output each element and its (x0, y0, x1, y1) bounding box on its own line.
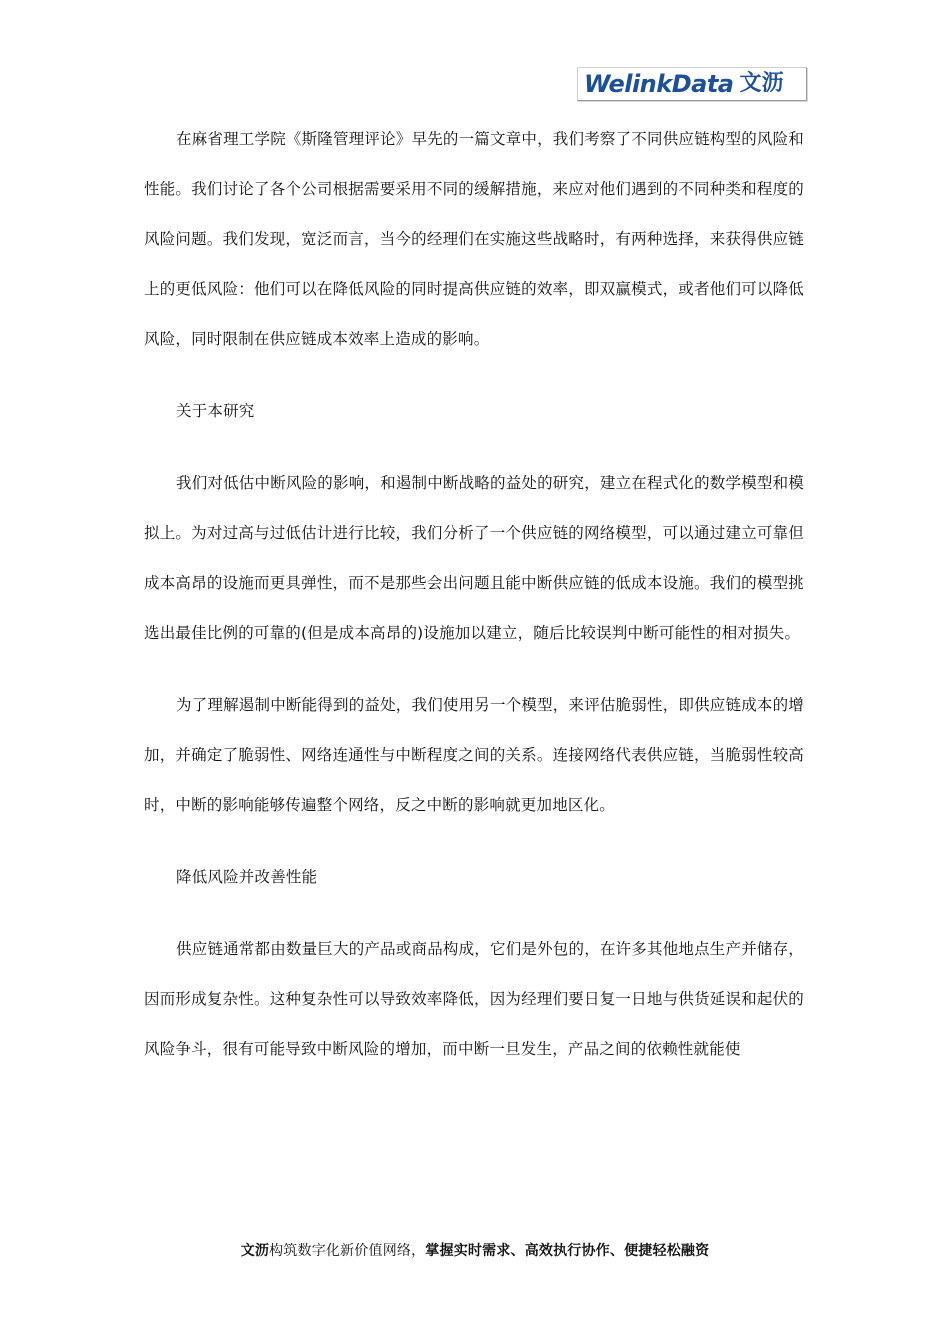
logo-cn-text: 文沥 (739, 71, 784, 96)
paragraph-vulnerability: 为了理解遏制中断能得到的益处，我们使用另一个模型，来评估脆弱性，即供应链成本的增加，并确定了脆弱性、网络连通性与中断程度之间的关系。连接网络代表供应链，当脆弱性较高时，中断的影响能够传遍整个网络，反之中断的影响就更加地区化。 (144, 696, 805, 814)
article-body (144, 114, 804, 1074)
paragraph-study-model: 我们对低估中断风险的影响，和遏制中断战略的益处的研究，建立在程式化的数学模型和模拟上。为对过高与过低估计进行比较，我们分析了一个供应链的网络模型，可以通过建立可靠但成本高昂的设施而更具弹性，而不是那些会出问题且能中断供应链的低成本设施。我们的模型挑选出最佳比例的可靠的(但是成本高昂的)设施加以建立，随后比较误判中断可能性的相对损失。 (144, 474, 805, 642)
section-heading-reduce-risk: 降低风险并改善性能 (176, 868, 318, 886)
paragraph-intro: 在麻省理工学院《斯隆管理评论》早先的一篇文章中，我们考察了不同供应链构型的风险和性能。我们讨论了各个公司根据需要采用不同的缓解措施，来应对他们遇到的不同种类和程度的风险问题。我们发现，宽泛而言，当今的经理们在实施这些战略时，有两种选择，来获得供应链上的更低风险：他们可以在降低风险的同时提高供应链的效率，即双赢模式，或者他们可以降低风险，同时限制在供应链成本效率上造成的影响。 (144, 130, 805, 348)
section-heading-about-study: 关于本研究 (176, 402, 255, 420)
footer-tail-text: 掌握实时需求、高效执行协作、便捷轻松融资 (425, 1243, 710, 1259)
welinkdata-logo (577, 67, 807, 101)
logo-wordmark: WelinkData (584, 70, 734, 98)
footer-brand: 文沥 (240, 1243, 270, 1259)
paragraph-complexity: 供应链通常都由数量巨大的产品或商品构成，它们是外包的，在许多其他地点生产并储存，因而形成复杂性。这种复杂性可以导致效率降低，因为经理们要日复一日地与供货延误和起伏的风险争斗，很有可能导致中断风险的增加，而中断一旦发生，产品之间的依赖性就能使 (144, 940, 805, 1058)
footer-slogan (0, 1240, 950, 1260)
footer-mid-text: 构筑数字化新价值网络， (269, 1243, 426, 1259)
